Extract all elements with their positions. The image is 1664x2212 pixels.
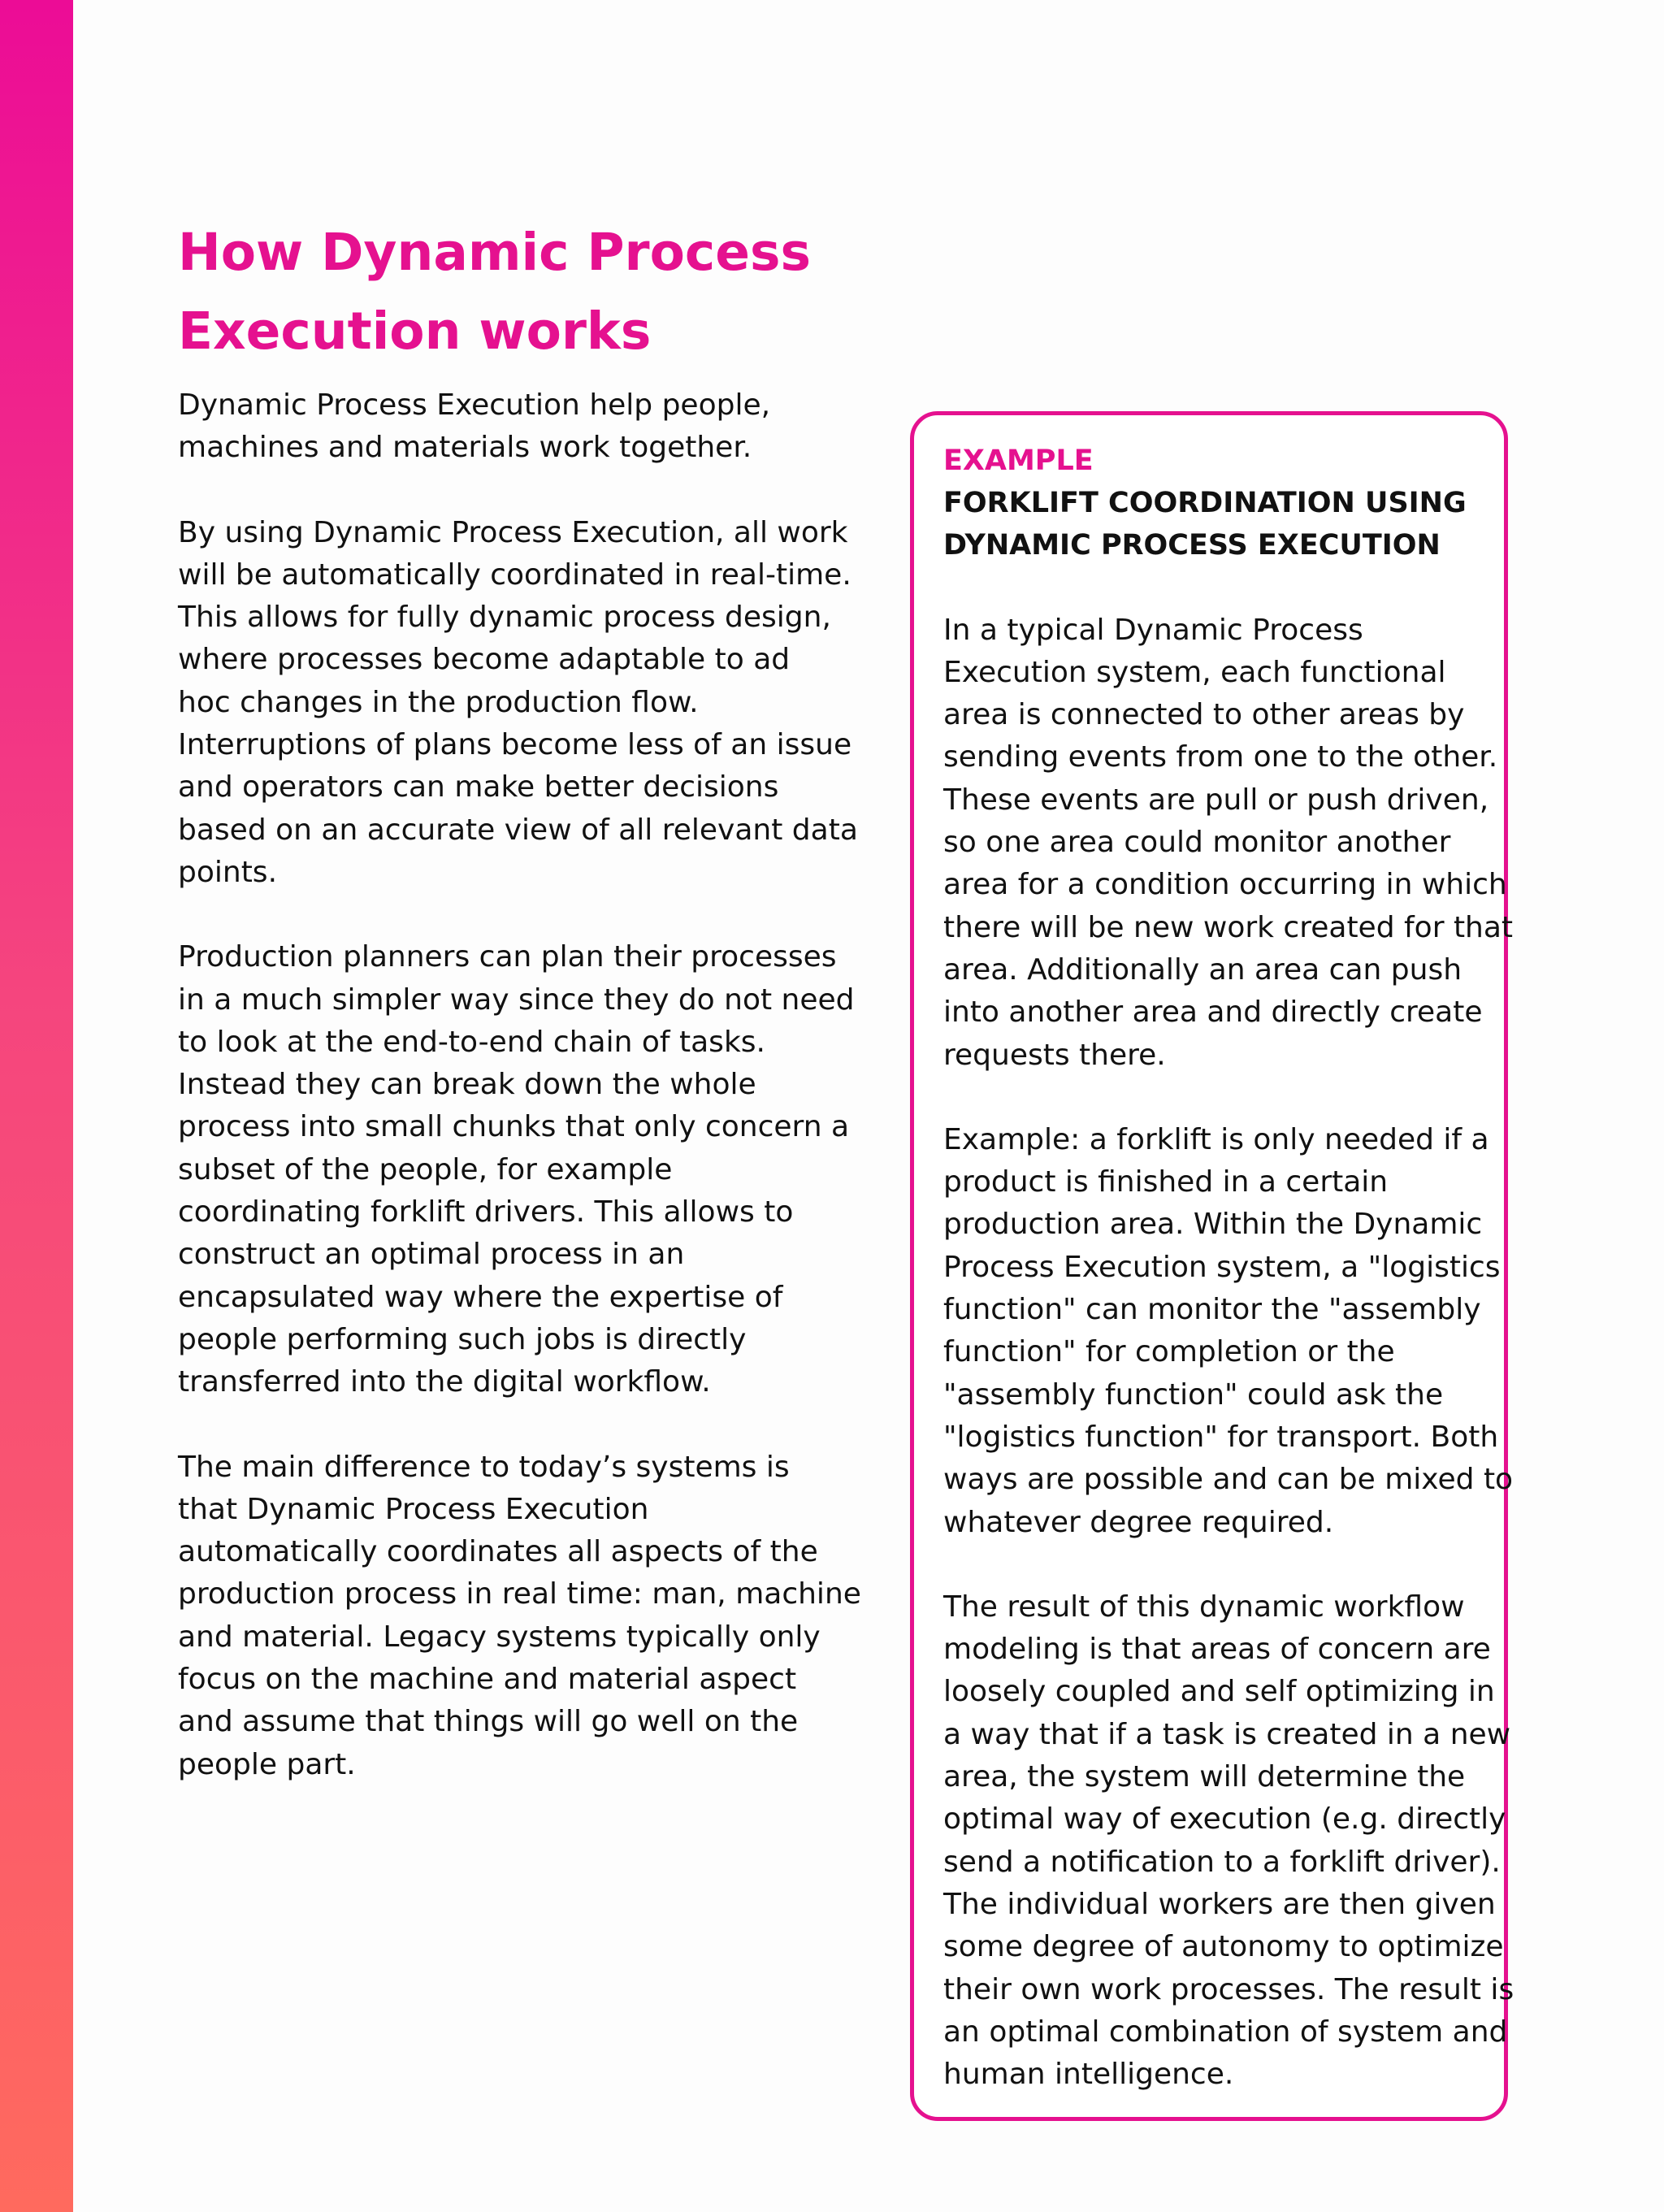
text-line: to look at the end-to-end chain of tasks. — [178, 1025, 765, 1059]
text-line: "logistics function" for transport. Both — [943, 1420, 1499, 1454]
example-callout-box — [910, 411, 1514, 2121]
text-line: automatically coordinates all aspects of the — [178, 1535, 818, 1569]
text-line: Production planners can plan their processes — [178, 940, 837, 974]
text-line: area, the system will determine the — [943, 1760, 1466, 1794]
text-line: subset of the people, for example — [178, 1152, 673, 1186]
text-line: focus on the machine and material aspect — [178, 1663, 797, 1697]
text-line: whatever degree required. — [943, 1505, 1334, 1539]
text-line: By using Dynamic Process Execution, all work — [178, 515, 848, 549]
text-line: The result of this dynamic workflow — [943, 1590, 1465, 1624]
text-line: will be automatically coordinated in real-time. — [178, 557, 852, 592]
text-line: This allows for fully dynamic process design, — [178, 601, 831, 635]
text-line: where processes become adaptable to ad — [178, 643, 791, 677]
text-line: The main difference to today’s systems is — [178, 1450, 790, 1484]
text-line: a way that if a task is created in a new — [943, 1717, 1511, 1751]
page-title-line: Execution works — [178, 301, 652, 361]
text-line: people performing such jobs is directly — [178, 1322, 747, 1356]
text-line: production area. Within the Dynamic — [943, 1208, 1483, 1242]
example-heading-line: DYNAMIC PROCESS EXECUTION — [943, 529, 1441, 562]
text-line: people part. — [178, 1747, 356, 1781]
text-line: function" for completion or the — [943, 1335, 1395, 1369]
text-line: an optimal combination of system and — [943, 2015, 1508, 2049]
text-line: coordinating forklift drivers. This allows to — [178, 1195, 794, 1230]
page-title-line: How Dynamic Process — [178, 223, 811, 282]
text-line: their own work processes. The result is — [943, 1972, 1514, 2006]
text-line: so one area could monitor another — [943, 826, 1451, 860]
text-line: and assume that things will go well on the — [178, 1705, 799, 1739]
example-heading — [943, 482, 1496, 567]
text-line: Execution system, each functional — [943, 655, 1446, 689]
text-line: encapsulated way where the expertise of — [178, 1280, 783, 1314]
intro-paragraph — [178, 384, 860, 470]
text-line: production process in real time: man, machine — [178, 1577, 861, 1611]
text-line: machines and materials work together. — [178, 431, 752, 465]
text-line: there will be new work created for that — [943, 910, 1514, 944]
text-line: modeling is that areas of concern are — [943, 1633, 1491, 1667]
text-line: optimal way of execution (e.g. directly — [943, 1802, 1506, 1837]
text-line: hoc changes in the production flow. — [178, 685, 699, 719]
text-line: process into small chunks that only concern a — [178, 1110, 850, 1144]
text-line: area for a condition occurring in which — [943, 868, 1507, 902]
example-heading-line: FORKLIFT COORDINATION USING — [943, 487, 1467, 519]
main-text-column — [178, 384, 860, 1828]
page-title — [178, 213, 909, 371]
text-line: in a much simpler way since they do not need — [178, 982, 855, 1017]
text-line: function" can monitor the "assembly — [943, 1293, 1481, 1327]
text-line: In a typical Dynamic Process — [943, 613, 1363, 647]
text-line: human intelligence. — [943, 2058, 1234, 2092]
text-line: area is connected to other areas by — [943, 698, 1465, 732]
coordination-paragraph — [178, 512, 860, 895]
text-line: that Dynamic Process Execution — [178, 1492, 649, 1526]
accent-gradient-bar — [0, 0, 73, 2212]
text-line: area. Additionally an area can push — [943, 952, 1462, 987]
text-line: requests there. — [943, 1038, 1166, 1072]
example-label: EXAMPLE — [943, 445, 1094, 477]
text-line: The individual workers are then given — [943, 1887, 1496, 1921]
text-line: sending events from one to the other. — [943, 740, 1498, 774]
text-line: Dynamic Process Execution help people, — [178, 388, 771, 422]
text-line: points. — [178, 855, 278, 889]
text-line: Process Execution system, a "logistics — [943, 1250, 1501, 1284]
text-line: Interruptions of plans become less of an issue — [178, 728, 852, 762]
text-line: and operators can make better decisions — [178, 770, 779, 805]
text-line: loosely coupled and self optimizing in — [943, 1675, 1495, 1709]
text-line: transferred into the digital workflow. — [178, 1365, 711, 1399]
text-line: Instead they can break down the whole — [178, 1068, 756, 1102]
text-line: based on an accurate view of all relevant data — [178, 813, 858, 847]
text-line: some degree of autonomy to optimize — [943, 1930, 1504, 1964]
example-system-paragraph — [943, 609, 1514, 1077]
text-line: construct an optimal process in an — [178, 1238, 685, 1272]
example-forklift-paragraph — [943, 1119, 1514, 1544]
example-result-paragraph — [943, 1586, 1514, 2097]
text-line: send a notification to a forklift driver). — [943, 1845, 1501, 1879]
difference-paragraph — [178, 1446, 860, 1786]
text-line: product is finished in a certain — [943, 1165, 1389, 1199]
planners-paragraph — [178, 936, 860, 1403]
text-line: into another area and directly create — [943, 995, 1483, 1030]
text-line: These events are pull or push driven, — [943, 783, 1489, 817]
text-line: Example: a forklift is only needed if a — [943, 1122, 1489, 1156]
example-content — [943, 440, 1514, 2138]
text-line: ways are possible and can be mixed to — [943, 1463, 1514, 1497]
text-line: "assembly function" could ask the — [943, 1377, 1444, 1412]
text-line: and material. Legacy systems typically only — [178, 1620, 821, 1654]
